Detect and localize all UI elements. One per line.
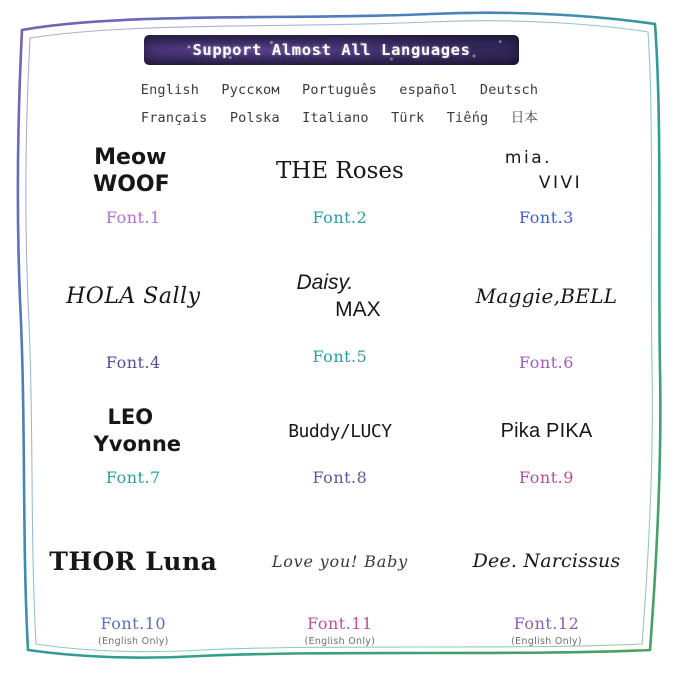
font-sample-8 bbox=[237, 400, 444, 462]
font-sample-9 bbox=[443, 400, 650, 462]
font-sample-11 bbox=[237, 530, 444, 592]
font-sample-10 bbox=[30, 530, 237, 592]
font-cell-2[interactable] bbox=[237, 140, 444, 265]
font-cell-6[interactable] bbox=[443, 265, 650, 400]
font-sample-6-line1: Maggie,BELL bbox=[475, 284, 618, 308]
font-cell-3[interactable] bbox=[443, 140, 650, 265]
language-japanese: 日本 bbox=[510, 110, 539, 126]
language-russian: Русском bbox=[221, 82, 280, 98]
language-polish: Polska bbox=[229, 110, 280, 126]
font-sublabel-10: (English Only) bbox=[97, 636, 169, 647]
font-cell-7[interactable] bbox=[30, 400, 237, 530]
language-turkish: Türk bbox=[391, 110, 425, 126]
font-label-5: Font.5 bbox=[312, 347, 368, 366]
font-sample-3-line1: mia. bbox=[504, 147, 553, 168]
font-label-12: Font.12 bbox=[513, 614, 580, 633]
language-german: Deutsch bbox=[479, 82, 539, 98]
font-sample-6 bbox=[443, 265, 650, 327]
language-english: English bbox=[140, 82, 200, 98]
font-sample-5 bbox=[237, 265, 444, 327]
font-label-4: Font.4 bbox=[105, 353, 161, 372]
font-label-2: Font.2 bbox=[312, 208, 368, 227]
font-cell-5[interactable] bbox=[237, 265, 444, 400]
font-label-6: Font.6 bbox=[519, 353, 574, 372]
font-label-11: Font.11 bbox=[307, 614, 373, 633]
font-sample-7 bbox=[30, 400, 237, 462]
font-sample-1-line2: WOOF bbox=[92, 172, 170, 197]
font-sample-8-line1: Buddy/LUCY bbox=[288, 420, 392, 442]
font-sample-7-line2: Yvonne bbox=[93, 432, 182, 456]
font-label-3: Font.3 bbox=[519, 208, 574, 227]
font-cell-12[interactable] bbox=[443, 530, 650, 655]
font-sublabel-12: (English Only) bbox=[511, 636, 582, 647]
language-portuguese: Português bbox=[302, 82, 377, 98]
language-list-row-1 bbox=[0, 82, 679, 98]
font-sample-12-line1: Dee. Narcissus bbox=[472, 550, 621, 572]
language-list-row-2 bbox=[0, 106, 679, 126]
language-vietnamese: Tiếng bbox=[446, 110, 489, 126]
font-sample-3 bbox=[443, 140, 650, 202]
banner-title: Support Almost All Languages bbox=[192, 41, 471, 59]
font-sample-5-line1: Daisy. bbox=[296, 270, 354, 294]
font-cell-10[interactable] bbox=[30, 530, 237, 655]
font-sample-1-line1: Meow bbox=[94, 144, 167, 170]
font-sublabel-11: (English Only) bbox=[304, 636, 376, 647]
font-cell-9[interactable] bbox=[443, 400, 650, 530]
font-sample-grid bbox=[30, 140, 650, 655]
font-sample-9-line1: Pika PIKA bbox=[500, 419, 593, 442]
font-cell-1[interactable] bbox=[30, 140, 237, 265]
font-grid-row-1 bbox=[30, 140, 650, 265]
language-french: Français bbox=[140, 110, 208, 126]
font-cell-11[interactable] bbox=[237, 530, 444, 655]
font-sample-3-line2: VIVI bbox=[538, 173, 583, 193]
font-sample-1 bbox=[30, 140, 237, 202]
font-label-7: Font.7 bbox=[105, 468, 161, 487]
font-sample-4 bbox=[30, 265, 237, 327]
font-sample-2 bbox=[237, 140, 444, 202]
font-sample-10-line1: THOR Luna bbox=[49, 546, 218, 576]
font-sample-7-line1: LEO bbox=[107, 404, 154, 429]
font-grid-row-3 bbox=[30, 400, 650, 530]
font-grid-row-4 bbox=[30, 530, 650, 655]
font-label-10: Font.10 bbox=[100, 614, 167, 633]
language-italian: Italiano bbox=[302, 110, 369, 126]
font-cell-4[interactable] bbox=[30, 265, 237, 400]
font-sample-4-line1: HOLA Sally bbox=[66, 283, 201, 309]
font-label-1: Font.1 bbox=[105, 208, 161, 227]
font-sample-11-line1: Love you! Baby bbox=[271, 551, 408, 571]
font-sample-5-line2: MAX bbox=[335, 298, 381, 321]
font-sample-12 bbox=[443, 530, 650, 592]
banner-support-languages bbox=[144, 35, 519, 65]
language-spanish: español bbox=[399, 82, 458, 98]
font-cell-8[interactable] bbox=[237, 400, 444, 530]
font-sample-2-line1: THE Roses bbox=[275, 158, 404, 184]
font-label-9: Font.9 bbox=[519, 468, 574, 487]
font-label-8: Font.8 bbox=[312, 468, 368, 487]
font-grid-row-2 bbox=[30, 265, 650, 400]
